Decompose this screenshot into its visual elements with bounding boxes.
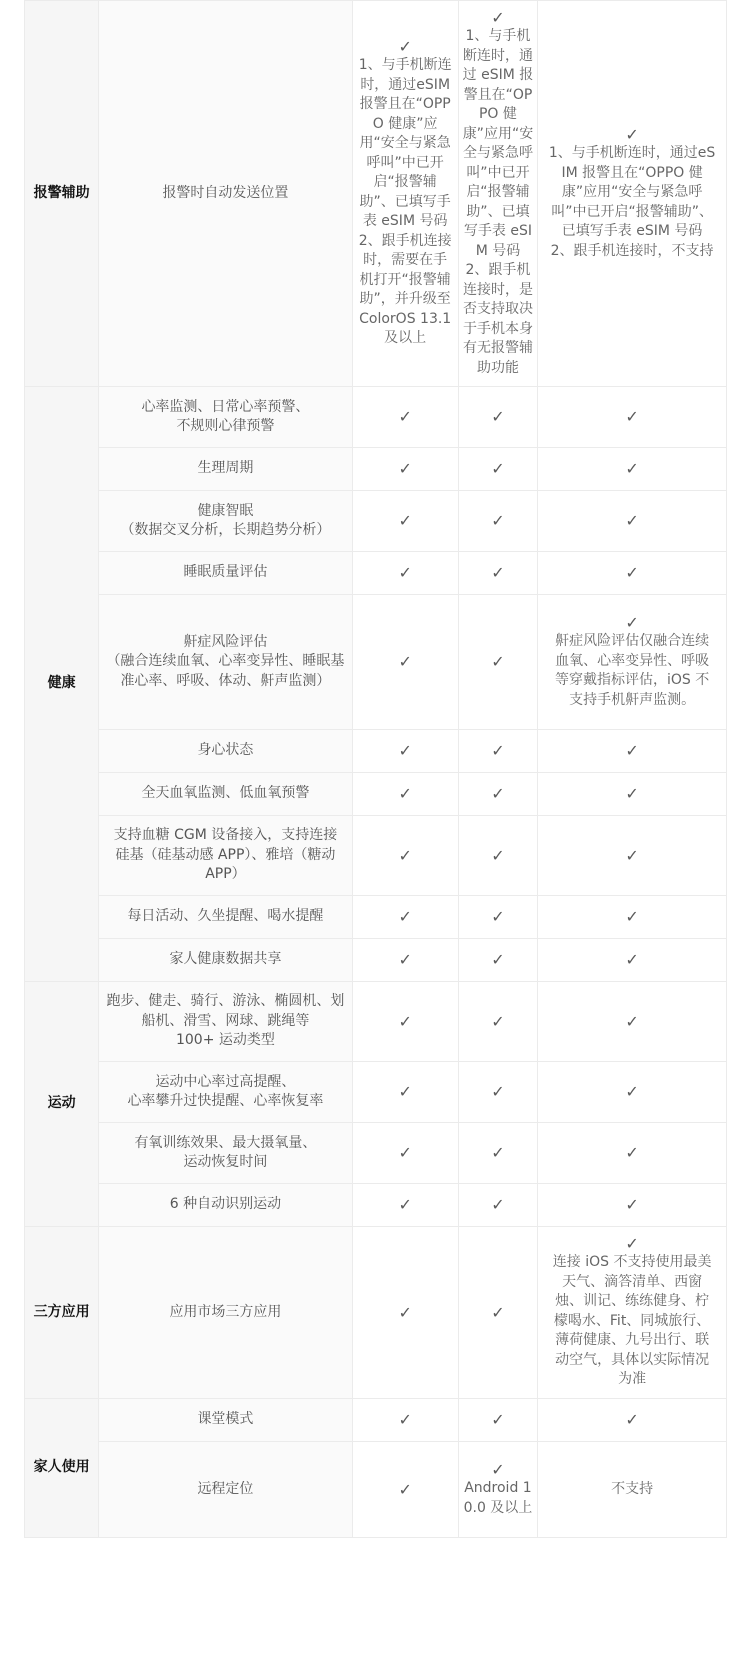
check-icon: ✓ bbox=[398, 741, 412, 760]
check-icon: ✓ bbox=[491, 845, 505, 865]
check-icon: ✓ bbox=[625, 1011, 639, 1031]
check-icon: ✓ bbox=[491, 1011, 505, 1031]
feature-name: 支持血糖 CGM 设备接入，支持连接硅基（硅基动感 APP）、雅培（糖动 APP） bbox=[99, 816, 352, 896]
feature-comparison-table bbox=[24, 0, 727, 1538]
table-row bbox=[25, 896, 727, 939]
check-icon: ✓ bbox=[625, 845, 639, 865]
table-row bbox=[25, 595, 727, 730]
table-row bbox=[25, 1227, 727, 1399]
check-icon: ✓ bbox=[491, 1460, 505, 1479]
value-cell bbox=[538, 896, 727, 939]
feature-name: 有氧训练效果、最大摄氧量、 运动恢复时间 bbox=[99, 1123, 352, 1184]
value-note: 1、与手机断连时，通过 eSIM 报警且在“OPPO 健康”应用“安全与紧急呼叫”中已开启“报警辅助”、已填写手表 eSIM 号码 2、跟手机连接时，是否支持取决于手机本身有无报警辅助功能 bbox=[462, 28, 534, 376]
check-icon: ✓ bbox=[398, 459, 412, 478]
value-cell bbox=[352, 773, 458, 816]
check-icon: ✓ bbox=[398, 845, 412, 865]
check-icon: ✓ bbox=[398, 1479, 412, 1499]
value-cell bbox=[352, 387, 458, 448]
value-cell bbox=[538, 491, 727, 552]
category-sport: 运动 bbox=[25, 982, 99, 1227]
check-icon: ✓ bbox=[491, 1302, 505, 1322]
check-icon: ✓ bbox=[398, 1011, 412, 1031]
check-icon: ✓ bbox=[625, 784, 639, 803]
check-icon: ✓ bbox=[491, 459, 505, 478]
comparison-table-container bbox=[24, 0, 727, 1538]
value-cell bbox=[538, 939, 727, 982]
value-cell bbox=[538, 448, 727, 491]
table-row bbox=[25, 552, 727, 595]
value-cell bbox=[458, 1399, 538, 1442]
table-row bbox=[25, 982, 727, 1062]
table-row bbox=[25, 773, 727, 816]
check-icon: ✓ bbox=[398, 511, 412, 530]
value-cell bbox=[352, 1442, 458, 1538]
check-icon: ✓ bbox=[625, 741, 639, 760]
table-row bbox=[25, 1442, 727, 1538]
value-note: Android 10.0 及以上 bbox=[463, 1480, 533, 1516]
check-icon: ✓ bbox=[398, 907, 412, 926]
feature-name: 全天血氧监测、低血氧预警 bbox=[99, 773, 352, 816]
feature-name: 课堂模式 bbox=[99, 1399, 352, 1442]
value-cell bbox=[538, 1, 727, 387]
feature-name: 健康智眠 （数据交叉分析，长期趋势分析） bbox=[99, 491, 352, 552]
value-cell bbox=[538, 387, 727, 448]
check-icon: ✓ bbox=[491, 1195, 505, 1214]
feature-name: 远程定位 bbox=[99, 1442, 352, 1538]
check-icon: ✓ bbox=[398, 1082, 412, 1101]
value-note: 不支持 bbox=[611, 1480, 654, 1497]
table-row bbox=[25, 1184, 727, 1227]
check-icon: ✓ bbox=[491, 511, 505, 530]
value-cell bbox=[352, 982, 458, 1062]
check-icon: ✓ bbox=[491, 907, 505, 926]
value-cell bbox=[458, 896, 538, 939]
category-apps: 三方应用 bbox=[25, 1227, 99, 1399]
value-note: 1、与手机断连时，通过eSIM 报警且在“OPPO 健康”应用“安全与紧急呼叫”中已开启“报警辅助”、已填写手表 eSIM 号码 2、跟手机连接时，不支持 bbox=[548, 145, 716, 259]
value-cell bbox=[538, 730, 727, 773]
check-icon: ✓ bbox=[398, 950, 412, 969]
feature-name: 睡眠质量评估 bbox=[99, 552, 352, 595]
check-icon: ✓ bbox=[491, 1410, 505, 1429]
check-icon: ✓ bbox=[625, 1195, 639, 1214]
table-row bbox=[25, 939, 727, 982]
value-cell bbox=[458, 448, 538, 491]
value-cell bbox=[458, 1184, 538, 1227]
check-icon: ✓ bbox=[491, 950, 505, 969]
feature-name: 家人健康数据共享 bbox=[99, 939, 352, 982]
value-cell bbox=[352, 1062, 458, 1123]
check-icon: ✓ bbox=[625, 511, 639, 530]
feature-name: 每日活动、久坐提醒、喝水提醒 bbox=[99, 896, 352, 939]
check-icon: ✓ bbox=[625, 907, 639, 926]
check-icon: ✓ bbox=[398, 784, 412, 803]
value-cell bbox=[538, 595, 727, 730]
check-icon: ✓ bbox=[491, 741, 505, 760]
feature-name: 跑步、健走、骑行、游泳、椭圆机、划船机、滑雪、网球、跳绳等 100+ 运动类型 bbox=[99, 982, 352, 1062]
value-cell bbox=[458, 595, 538, 730]
category-family: 家人使用 bbox=[25, 1399, 99, 1538]
value-cell bbox=[352, 448, 458, 491]
value-cell bbox=[538, 816, 727, 896]
value-cell bbox=[352, 491, 458, 552]
check-icon: ✓ bbox=[625, 563, 639, 582]
check-icon: ✓ bbox=[625, 1234, 639, 1254]
value-cell bbox=[538, 982, 727, 1062]
value-cell bbox=[538, 773, 727, 816]
feature-name: 应用市场三方应用 bbox=[99, 1227, 352, 1399]
value-cell bbox=[458, 730, 538, 773]
feature-name: 心率监测、日常心率预警、 不规则心律预警 bbox=[99, 387, 352, 448]
value-cell bbox=[352, 1, 458, 387]
value-cell bbox=[352, 1123, 458, 1184]
check-icon: ✓ bbox=[398, 37, 412, 57]
check-icon: ✓ bbox=[398, 407, 412, 426]
value-cell bbox=[458, 387, 538, 448]
table-row bbox=[25, 1, 727, 387]
feature-name: 生理周期 bbox=[99, 448, 352, 491]
value-cell bbox=[458, 1442, 538, 1538]
value-cell bbox=[352, 552, 458, 595]
value-cell bbox=[352, 1399, 458, 1442]
table-row bbox=[25, 1399, 727, 1442]
check-icon: ✓ bbox=[491, 1143, 505, 1162]
value-cell bbox=[352, 1227, 458, 1399]
check-icon: ✓ bbox=[398, 563, 412, 582]
value-cell bbox=[458, 816, 538, 896]
check-icon: ✓ bbox=[398, 1410, 412, 1429]
table-row bbox=[25, 491, 727, 552]
value-cell bbox=[352, 896, 458, 939]
value-cell bbox=[458, 552, 538, 595]
value-cell bbox=[352, 939, 458, 982]
table-row bbox=[25, 816, 727, 896]
value-cell bbox=[458, 982, 538, 1062]
check-icon: ✓ bbox=[625, 407, 639, 426]
value-cell bbox=[538, 1399, 727, 1442]
value-note: 1、与手机断连时，通过eSIM 报警且在“OPPO 健康”应用“安全与紧急呼叫”中已开启“报警辅助”、已填写手表 eSIM 号码 2、跟手机连接时，需要在手机打开“报警辅助”，并升级至 ColorOS 13.1 及以上 bbox=[358, 57, 452, 347]
value-note: 鼾症风险评估仅融合连续血氧、心率变异性、呼吸等穿戴指标评估，iOS 不支持手机鼾声监测。 bbox=[554, 633, 710, 708]
value-cell bbox=[458, 1123, 538, 1184]
value-cell bbox=[538, 1442, 727, 1538]
value-cell bbox=[538, 1123, 727, 1184]
check-icon: ✓ bbox=[625, 1143, 639, 1162]
check-icon: ✓ bbox=[491, 407, 505, 426]
value-cell bbox=[352, 730, 458, 773]
check-icon: ✓ bbox=[491, 652, 505, 671]
value-cell bbox=[458, 1062, 538, 1123]
feature-name: 身心状态 bbox=[99, 730, 352, 773]
check-icon: ✓ bbox=[398, 1195, 412, 1214]
table-row bbox=[25, 1123, 727, 1184]
value-cell bbox=[458, 1, 538, 387]
check-icon: ✓ bbox=[491, 563, 505, 582]
value-cell bbox=[458, 773, 538, 816]
value-cell bbox=[352, 1184, 458, 1227]
check-icon: ✓ bbox=[625, 1082, 639, 1101]
value-cell bbox=[538, 1062, 727, 1123]
check-icon: ✓ bbox=[625, 613, 639, 632]
value-cell bbox=[352, 816, 458, 896]
category-health: 健康 bbox=[25, 387, 99, 982]
table-row bbox=[25, 1062, 727, 1123]
check-icon: ✓ bbox=[491, 1082, 505, 1101]
table-row bbox=[25, 730, 727, 773]
value-cell bbox=[538, 1227, 727, 1399]
check-icon: ✓ bbox=[398, 1143, 412, 1162]
value-cell bbox=[458, 939, 538, 982]
feature-name: 报警时自动发送位置 bbox=[99, 1, 352, 387]
check-icon: ✓ bbox=[625, 950, 639, 969]
check-icon: ✓ bbox=[398, 1302, 412, 1322]
feature-name: 6 种自动识别运动 bbox=[99, 1184, 352, 1227]
feature-name: 运动中心率过高提醒、 心率攀升过快提醒、心率恢复率 bbox=[99, 1062, 352, 1123]
value-cell bbox=[352, 595, 458, 730]
check-icon: ✓ bbox=[625, 1410, 639, 1429]
check-icon: ✓ bbox=[491, 784, 505, 803]
value-cell bbox=[538, 1184, 727, 1227]
value-cell bbox=[458, 1227, 538, 1399]
value-note: 连接 iOS 不支持使用最美天气、滴答清单、西窗烛、训记、练练健身、柠檬喝水、Fit、同城旅行、薄荷健康、九号出行、联动空气，具体以实际情况为准 bbox=[552, 1254, 712, 1388]
check-icon: ✓ bbox=[398, 652, 412, 671]
value-cell bbox=[538, 552, 727, 595]
feature-name: 鼾症风险评估 （融合连续血氧、心率变异性、睡眠基准心率、呼吸、体动、鼾声监测） bbox=[99, 595, 352, 730]
category-alarm: 报警辅助 bbox=[25, 1, 99, 387]
table-row bbox=[25, 448, 727, 491]
check-icon: ✓ bbox=[625, 125, 639, 144]
value-cell bbox=[458, 491, 538, 552]
check-icon: ✓ bbox=[491, 8, 505, 27]
check-icon: ✓ bbox=[625, 459, 639, 478]
table-row bbox=[25, 387, 727, 448]
